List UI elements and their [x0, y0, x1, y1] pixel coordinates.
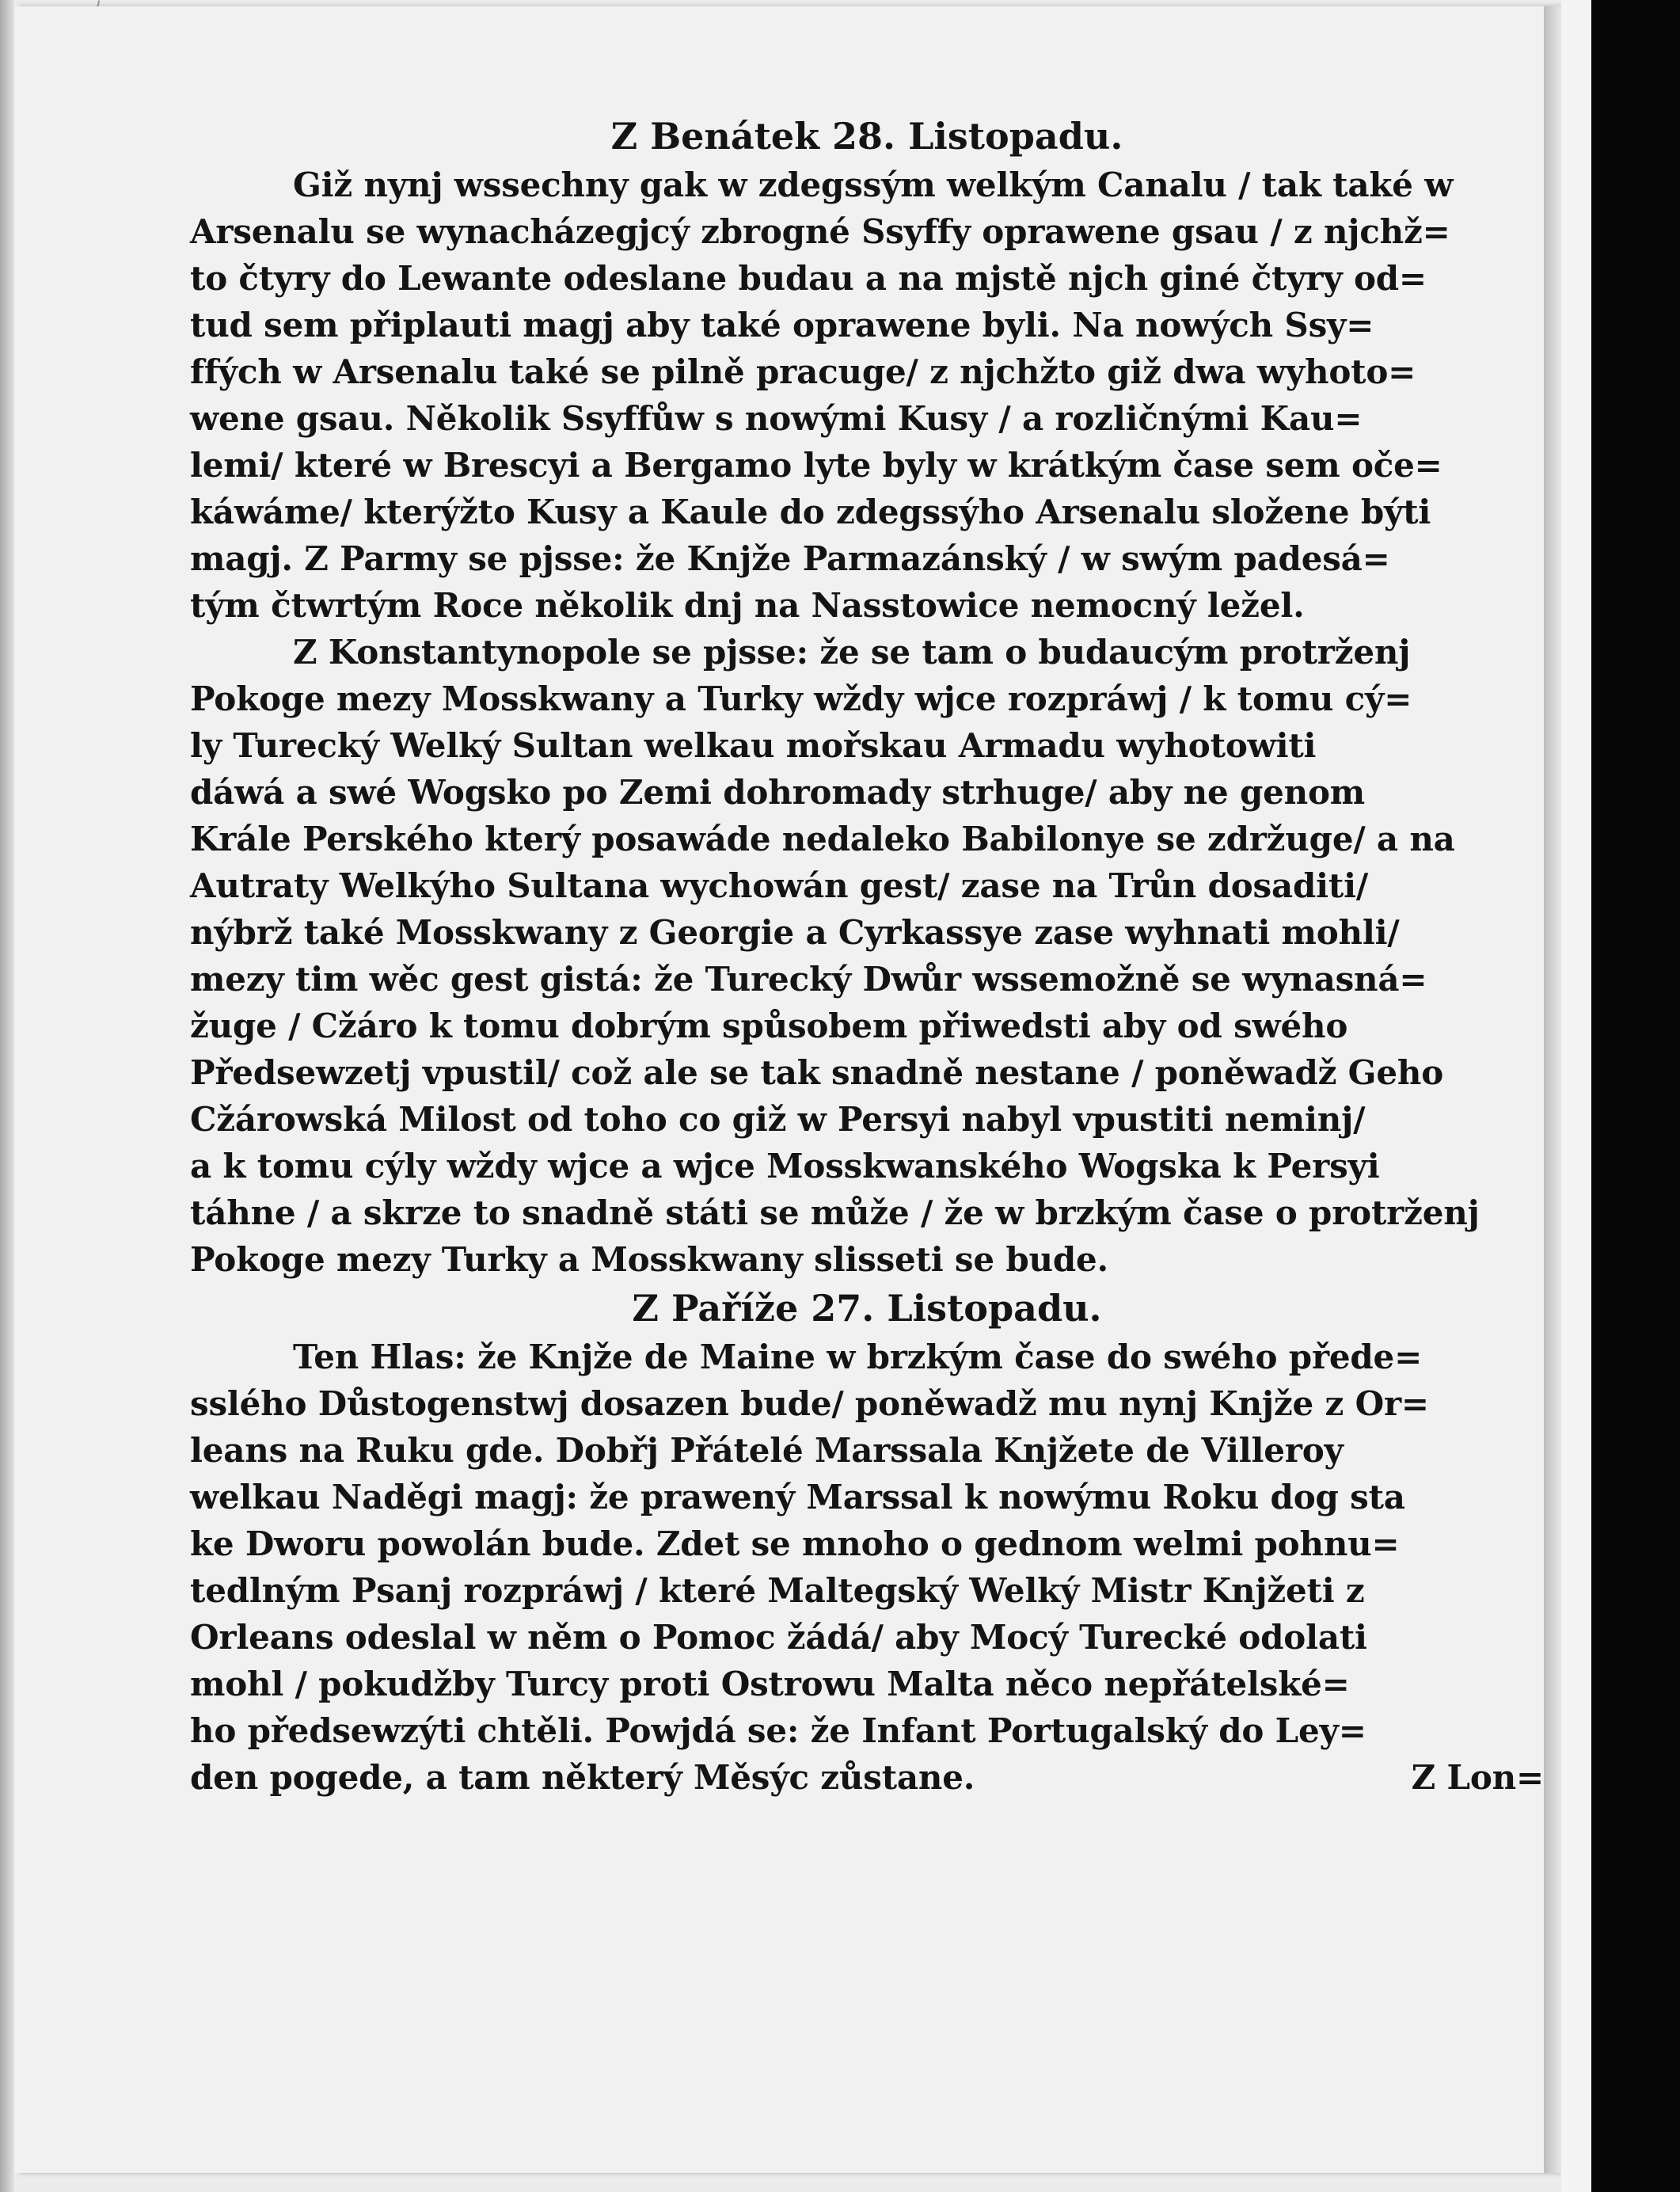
text-line: Cžárowská Milost od toho co giž w Persyi nabyl vpustiti neminj/ — [190, 1100, 1366, 1139]
heading-venice: Z Benátek 28. Listopadu. — [610, 115, 1123, 158]
text-line: nýbrž také Mosskwany z Georgie a Cyrkassye zase wyhnati mohli/ — [190, 913, 1400, 952]
paragraph-venice — [190, 162, 1544, 629]
text-line: Arsenalu se wynacházegjcý zbrogné Ssyffy oprawene gsau / z njchž= — [190, 212, 1450, 251]
text-line: káwáme/ kterýžto Kusy a Kaule do zdegssýho Arsenalu složene býti — [190, 493, 1431, 531]
text-line: leans na Ruku gde. Dobřj Přátelé Marssala Knjžete de Villeroy — [190, 1431, 1344, 1470]
text-line: Předsewzetj vpustil/ což ale se tak snadně nestane / poněwadž Geho — [190, 1053, 1444, 1092]
text-line: ly Turecký Welký Sultan welkau mořskau Armadu wyhotowiti — [190, 726, 1317, 765]
text-line: Krále Perského který posawáde nedaleko Babilonye se zdržuge/ a na — [190, 820, 1455, 858]
page-text — [190, 111, 1544, 1801]
page-edge-shadow — [1544, 6, 1561, 2173]
text-line: žuge / Cžáro k tomu dobrým spůsobem přiwedsti aby od swého — [190, 1007, 1348, 1045]
text-line: Giž nynj wssechny gak w zdegssým welkým Canalu / tak také w — [293, 166, 1454, 204]
text-line: dáwá a swé Wogsko po Zemi dohromady strhuge/ aby ne genom — [190, 773, 1366, 812]
text-line: a k tomu cýly wždy wjce a wjce Mosskwanského Wogska k Persyi — [190, 1147, 1380, 1185]
catchword: Z Lon= — [1411, 1758, 1544, 1797]
scan-right-border — [1591, 0, 1680, 2192]
heading-paris: Z Paříže 27. Listopadu. — [632, 1287, 1102, 1330]
text-line: tedlným Psanj rozpráwj / které Maltegský Welký Mistr Knjžeti z — [190, 1571, 1365, 1610]
text-line: wene gsau. Několik Ssyffůw s nowými Kusy / a rozličnými Kau= — [190, 399, 1363, 438]
text-line: magj. Z Parmy se pjsse: že Knjže Parmazánský / w swým padesá= — [190, 539, 1390, 578]
text-line: to čtyry do Lewante odeslane budau a na mjstě njch giné čtyry od= — [190, 259, 1427, 298]
text-line: tud sem připlauti magj aby také oprawene byli. Na nowých Ssy= — [190, 306, 1374, 344]
paragraph-constantinople — [190, 629, 1544, 1283]
text-line: tým čtwrtým Roce několik dnj na Nasstowice nemocný ležel. — [190, 586, 1305, 625]
text-line: ke Dworu powolán bude. Zdet se mnoho o gednom welmi pohnu= — [190, 1524, 1400, 1563]
scan-left-shadow — [0, 0, 14, 2192]
text-line: Pokoge mezy Turky a Mosskwany slisseti se bude. — [190, 1240, 1108, 1279]
text-line: welkau Naděgi magj: že prawený Marssal k nowýmu Roku dog sta — [190, 1478, 1405, 1517]
text-line: mohl / pokudžby Turcy proti Ostrowu Malta něco nepřátelské= — [190, 1665, 1350, 1703]
text-line: mezy tim wěc gest gistá: že Turecký Dwůr wssemožně se wynasná= — [190, 960, 1427, 999]
text-line: den pogede, a tam některý Měsýc zůstane. — [190, 1758, 975, 1797]
text-line: ffých w Arsenalu také se pilně pracuge/ z njchžto giž dwa wyhoto= — [190, 352, 1416, 391]
next-page-edge — [1561, 0, 1591, 2192]
text-line: ho předsewzýti chtěli. Powjdá se: že Infant Portugalský do Ley= — [190, 1711, 1366, 1750]
text-line: Orleans odeslal w něm o Pomoc žádá/ aby Mocý Turecké odolati — [190, 1618, 1367, 1657]
paragraph-paris — [190, 1334, 1544, 1801]
text-line: Z Konstantynopole se pjsse: že se tam o budaucým protrženj — [293, 633, 1411, 672]
last-line-row — [190, 1754, 1544, 1801]
text-line: Autraty Welkýho Sultana wychowán gest/ zase na Trůn dosaditi/ — [190, 866, 1369, 905]
text-line: Pokoge mezy Mosskwany a Turky wždy wjce rozpráwj / k tomu cý= — [190, 679, 1412, 718]
text-line: lemi/ které w Brescyi a Bergamo lyte byly w krátkým čase sem oče= — [190, 446, 1442, 485]
text-line: sslého Důstogenstwj dosazen bude/ poněwadž mu nynj Knjže z Or= — [190, 1384, 1429, 1423]
text-line: Ten Hlas: že Knjže de Maine w brzkým čase do swého přede= — [293, 1338, 1423, 1376]
text-line: táhne / a skrze to snadně státi se může / že w brzkým čase o protrženj — [190, 1193, 1480, 1232]
